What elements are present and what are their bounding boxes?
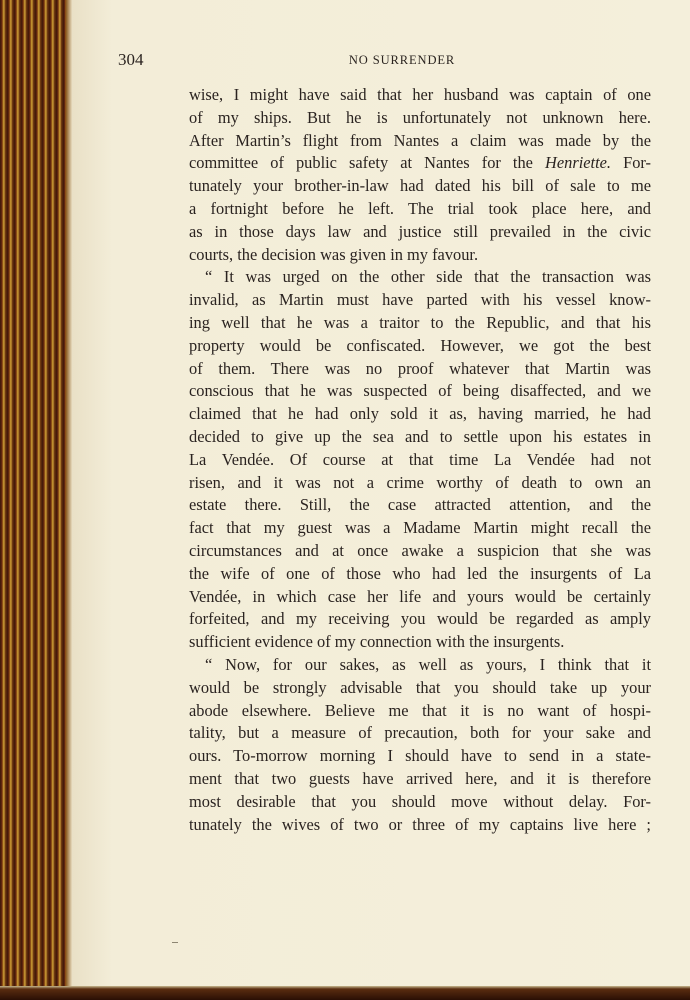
text-line: After Martin’s flight from Nantes a claim was made by the bbox=[189, 130, 651, 150]
text-line: as in those days law and justice still prevailed in the civic bbox=[189, 221, 651, 241]
text-line: tunately your brother-in-law had dated his bill of sale to me bbox=[189, 176, 651, 196]
text-line: abode elsewhere. Believe me that it is no want of hospi- bbox=[189, 700, 651, 720]
text-line: fact that my guest was a Madame Martin might recall the bbox=[189, 518, 651, 538]
text-line: property would be confiscated. However, we got the best bbox=[189, 335, 651, 355]
text-line: wise, I might have said that her husband was captain of one bbox=[189, 85, 651, 104]
text-line: conscious that he was suspected of being disaffected, and we bbox=[189, 381, 651, 401]
text-line: of them. There was no proof whatever that Martin was bbox=[189, 358, 651, 378]
text-line: tunately the wives of two or three of my captains live here ; bbox=[189, 814, 651, 834]
text-line: Vendée, in which case her life and yours would be certainly bbox=[189, 586, 651, 606]
text-line: invalid, as Martin must have parted with his vessel know- bbox=[189, 290, 651, 310]
running-title: NO SURRENDER bbox=[348, 53, 456, 67]
page-number: 304 bbox=[118, 50, 144, 69]
text-segment: committee of public safety at Nantes for the bbox=[189, 153, 546, 173]
text-line: risen, and it was not a crime worthy of death to own an bbox=[189, 472, 651, 492]
text-line: estate there. Still, the case attracted attention, and the bbox=[189, 495, 651, 515]
text-line: circumstances and at once awake a suspicion that she was bbox=[189, 540, 651, 560]
text-line: sufficient evidence of my connection with the insurgents. bbox=[189, 632, 565, 652]
text-line: forfeited, and my receiving you would be regarded as amply bbox=[189, 609, 651, 629]
text-line: La Vendée. Of course at that time La Vendée had not bbox=[189, 449, 651, 469]
stray-ink-mark bbox=[172, 942, 178, 943]
text-line: of my ships. But he is unfortunately not unknown here. bbox=[189, 107, 651, 127]
body-text bbox=[189, 84, 651, 836]
ship-name: Henriette. bbox=[545, 153, 612, 173]
text-line: tality, but a measure of precaution, both for your sake and bbox=[189, 723, 651, 743]
text-line: decided to give up the sea and to settle upon his estates in bbox=[189, 426, 651, 446]
text-line: the wife of one of those who had led the insurgents of La bbox=[189, 563, 651, 583]
running-head bbox=[118, 50, 658, 72]
text-line: “ It was urged on the other side that the transaction was bbox=[205, 267, 651, 287]
text-line: ing well that he was a traitor to the Republic, and that his bbox=[189, 312, 651, 332]
text-line: ment that two guests have arrived here, and it is therefore bbox=[189, 768, 651, 788]
text-line: “ Now, for our sakes, as well as yours, I think that it bbox=[205, 654, 651, 674]
book-bottom-edge bbox=[0, 986, 690, 1000]
book-page-edge bbox=[0, 0, 72, 1000]
text-line: most desirable that you should move without delay. For- bbox=[189, 791, 651, 811]
text-line: courts, the decision was given in my favour. bbox=[189, 244, 479, 264]
text-line: ours. To-morrow morning I should have to send in a state- bbox=[189, 746, 651, 766]
text-line: would be strongly advisable that you should take up your bbox=[189, 677, 651, 697]
text-line: a fortnight before he left. The trial took place here, and bbox=[189, 198, 651, 218]
text-segment: For- bbox=[611, 153, 652, 173]
text-line bbox=[189, 152, 651, 175]
text-line: claimed that he had only sold it as, having married, he had bbox=[189, 404, 651, 424]
